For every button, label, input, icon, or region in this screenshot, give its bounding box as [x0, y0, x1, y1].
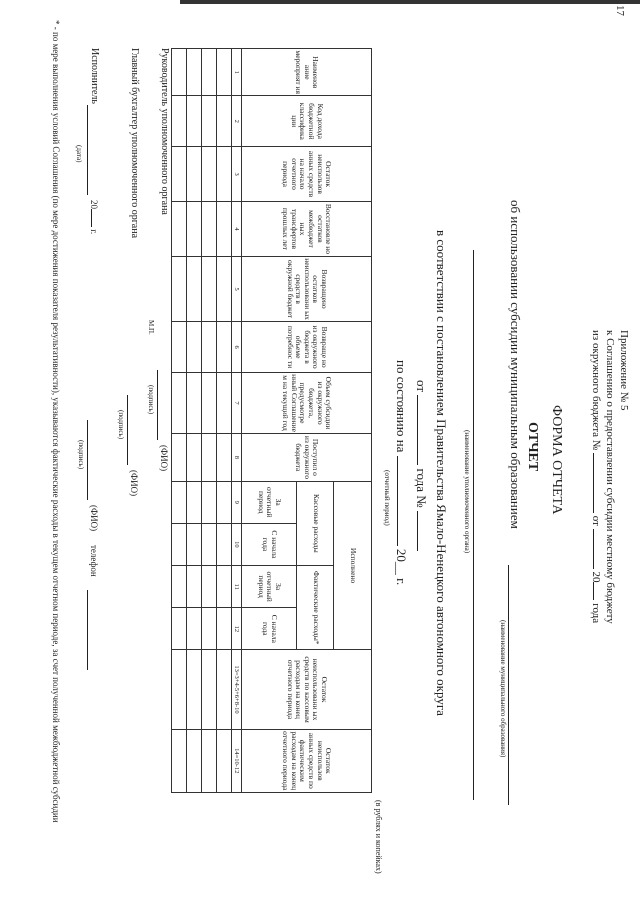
col-number: 12	[231, 608, 241, 650]
header-actual-expenses: Фактические расходы*	[297, 566, 335, 650]
header-received: Поступил о из окружного бюджета	[242, 434, 372, 481]
header-executed: Исполнено	[334, 481, 372, 650]
header-cash-ytd: С начала года	[242, 523, 297, 565]
header-returned-need: Возвраще но из окружного бюджета в объеме потребнос ти	[242, 322, 372, 373]
header-actual-period: За отчетный период	[242, 566, 297, 608]
head-signature-hint: (подпись)	[147, 385, 155, 415]
appendix-line1: к Соглашению о предоставлении субсидии местному бюджету	[604, 330, 616, 624]
header-opening-balance: Остаток неиспользов анных средств на начало отчетного периода	[242, 147, 372, 202]
col-number: 4	[231, 202, 241, 257]
footnote: * - по мере выполнения условий Соглашения (по мере достижения показателя результативности), указываются фактические расходы в текущем отчетном периоде, за счет полученной межбюджетной субсидии	[51, 20, 61, 823]
column-numbers-row	[231, 49, 241, 793]
col-number: 11	[231, 566, 241, 608]
head-label: Руководитель уполномоченного органа	[159, 48, 170, 215]
authority-line	[473, 250, 474, 800]
hint-municipality: (наименование муниципального образования)	[499, 620, 507, 758]
header-actual-ytd: С начала года	[242, 608, 297, 650]
municipality-line	[508, 565, 509, 805]
col-number: 1	[231, 49, 241, 96]
table-row	[186, 49, 201, 793]
report-subtitle: об использовании субсидии муниципальным образованием	[508, 200, 523, 529]
table-row	[216, 49, 231, 793]
header-restored: Восстановле но остатков межбюджет ных трансфертов прошлых лет	[242, 202, 372, 257]
col-number: 7	[231, 372, 241, 433]
report-title: ОТЧЕТ	[525, 422, 540, 472]
col-number: 3	[231, 147, 241, 202]
accountant-signature-line	[127, 395, 128, 465]
appendix-title: Приложение № 5	[618, 330, 630, 411]
header-cash-balance: Остаток неиспользовани ых средств по кассовым расходам на конец отчетного периода	[242, 650, 372, 729]
header-returned: Возвращено остатков неиспользовани ых средств в окружной бюджет	[242, 256, 372, 321]
hint-period: (отчетный период)	[383, 470, 391, 526]
appendix-line2: из окружного бюджета № от 20 года	[590, 330, 602, 624]
date-line	[87, 105, 88, 195]
date-year: 20 г.	[89, 200, 99, 235]
head-signature-line	[157, 370, 158, 440]
accountant-fio: (ФИО)	[129, 470, 139, 497]
header-measure: Наименов ание мероприят ия	[242, 49, 372, 96]
col-number: 6	[231, 322, 241, 373]
table-row	[201, 49, 216, 793]
executor-signature-hint: (подпись)	[77, 440, 85, 470]
hint-authority: (наименование уполномоченного органа)	[463, 430, 471, 554]
units-note: (в рублях и копейках)	[374, 800, 383, 874]
phone-label: телефон	[89, 545, 99, 577]
col-number: 5	[231, 256, 241, 321]
col-number: 10	[231, 523, 241, 565]
col-number: 14=10-12	[231, 729, 241, 792]
chief-accountant-label: Главный бухгалтер уполномоченного органа	[129, 48, 140, 239]
header-actual-balance: Остаток неиспользов анных средств по фактическим расходам на конец отчетного периода	[242, 729, 372, 792]
head-fio: (ФИО)	[159, 445, 169, 472]
col-number: 13=3+4-5+6+8-10	[231, 650, 241, 729]
report-table	[171, 48, 372, 793]
col-number: 8	[231, 434, 241, 481]
header-income-code: Код дохода бюджетной классифика ции	[242, 96, 372, 147]
col-number: 2	[231, 96, 241, 147]
col-number: 9	[231, 481, 241, 523]
header-cash-period: За отчетный период	[242, 481, 297, 523]
executor-label: Исполнитель	[89, 48, 100, 104]
page-number: 17	[614, 5, 626, 16]
executor-signature-line	[87, 420, 88, 500]
table-row	[171, 49, 186, 793]
as-of-line: по состоянию на 20__ г.	[394, 360, 409, 586]
accountant-signature-hint: (подпись)	[117, 410, 125, 440]
header-cash-expenses: Кассовые расходы	[297, 481, 335, 565]
executor-fio: (ФИО)	[89, 505, 99, 532]
form-title: ФОРМА ОТЧЕТА	[549, 405, 564, 515]
from-line: от года №	[414, 380, 428, 551]
header-subsidy-volume: Объем субсидии из окружного бюджета, предусмотре нный Соглашение м на текущий год	[242, 372, 372, 433]
mp-label: М.П.	[147, 320, 155, 335]
date-hint: (дата)	[75, 145, 83, 163]
phone-line	[87, 590, 88, 670]
resolution-text: в соответствии с постановлением Правительства Ямало-Ненецкого автономного округа	[434, 230, 449, 716]
